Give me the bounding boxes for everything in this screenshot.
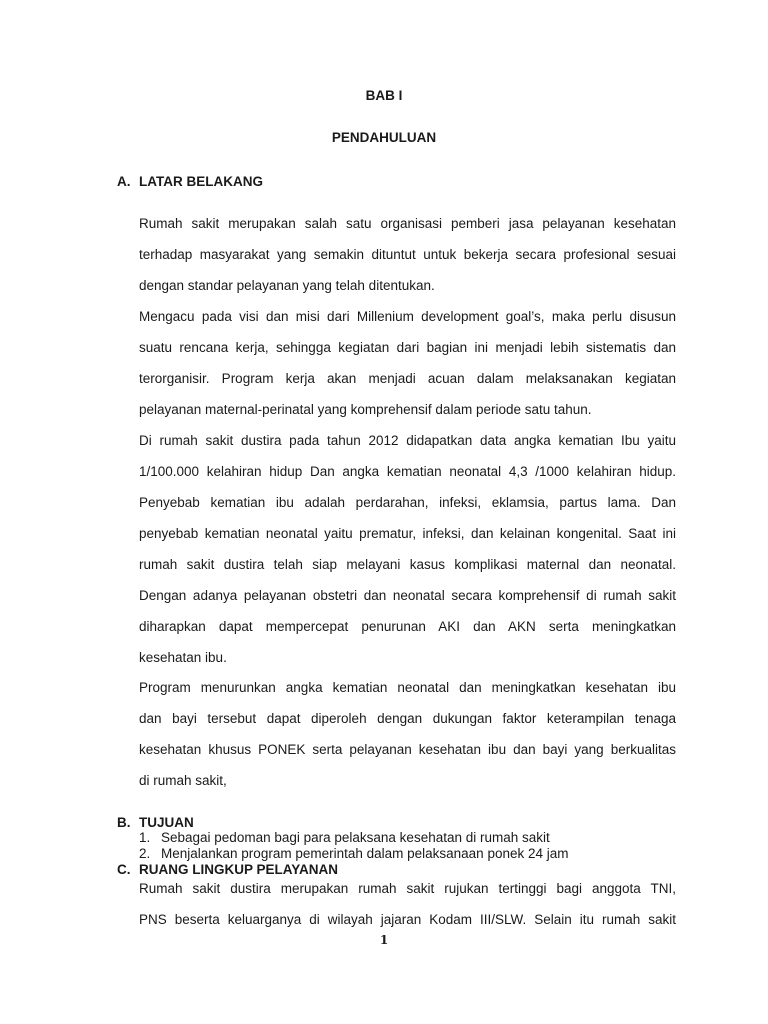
paragraph-line: terorganisir. Program kerja akan menjadi acuan dalam melaksanakan kegiatan xyxy=(139,371,676,386)
paragraph-line: rumah sakit dustira telah siap melayani kasus komplikasi maternal dan neonatal. xyxy=(139,557,676,572)
section-letter: B. xyxy=(117,815,131,830)
paragraph-line: pelayanan maternal-perinatal yang komprehensif dalam periode satu tahun. xyxy=(139,402,592,417)
paragraph-line: terhadap masyarakat yang semakin dituntut untuk bekerja secara profesional sesuai xyxy=(139,247,676,262)
page-number: 1 xyxy=(379,933,389,947)
paragraph-line: Program menurunkan angka kematian neonatal dan meningkatkan kesehatan ibu xyxy=(139,680,676,695)
list-text: Sebagai pedoman bagi para pelaksana kesehatan di rumah sakit xyxy=(161,830,550,845)
paragraph-3 xyxy=(139,425,676,673)
paragraph-5 xyxy=(139,873,676,935)
chapter-title: PENDAHULUAN xyxy=(331,130,437,145)
paragraph-line: di rumah sakit, xyxy=(139,773,227,788)
section-letter: A. xyxy=(117,174,131,189)
paragraph-line: Dengan adanya pelayanan obstetri dan neonatal secara komprehensif di rumah sakit xyxy=(139,588,676,603)
section-title: TUJUAN xyxy=(139,815,194,830)
paragraph-line: dengan standar pelayanan yang telah ditentukan. xyxy=(139,278,435,293)
list-text: Menjalankan program pemerintah dalam pelaksanaan ponek 24 jam xyxy=(161,846,569,861)
paragraph-line: Rumah sakit merupakan salah satu organisasi pemberi jasa pelayanan kesehatan xyxy=(139,216,676,231)
paragraph-line: Rumah sakit dustira merupakan rumah sakit rujukan tertinggi bagi anggota TNI, xyxy=(139,881,676,896)
paragraph-2 xyxy=(139,301,676,425)
paragraph-line: PNS beserta keluarganya di wilayah jajaran Kodam III/SLW. Selain itu rumah sakit xyxy=(139,912,676,927)
paragraph-1 xyxy=(139,208,676,301)
paragraph-line: kesehatan ibu. xyxy=(139,650,227,665)
paragraph-line: Mengacu pada visi dan misi dari Millenium development goal’s, maka perlu disusun xyxy=(139,309,676,324)
paragraph-line: diharapkan dapat mempercepat penurunan AKI dan AKN serta meningkatkan xyxy=(139,619,676,634)
paragraph-4 xyxy=(139,672,676,796)
section-title: RUANG LINGKUP PELAYANAN xyxy=(139,862,339,877)
section-heading-tujuan xyxy=(117,815,194,830)
paragraph-line: Penyebab kematian ibu adalah perdarahan, infeksi, eklamsia, partus lama. Dan xyxy=(139,495,676,510)
paragraph-line: kesehatan khusus PONEK serta pelayanan kesehatan ibu dan bayi yang berkualitas xyxy=(139,742,676,757)
paragraph-line: penyebab kematian neonatal yaitu prematur, infeksi, dan kelainan kongenital. Saat ini xyxy=(139,526,676,541)
list-item xyxy=(139,846,676,862)
list-item xyxy=(139,830,676,846)
paragraph-line: dan bayi tersebut dapat diperoleh dengan dukungan faktor keterampilan tenaga xyxy=(139,711,676,726)
section-letter: C. xyxy=(117,862,131,877)
tujuan-list xyxy=(139,830,676,862)
list-number: 1. xyxy=(139,830,151,845)
paragraph-line: Di rumah sakit dustira pada tahun 2012 didapatkan data angka kematian Ibu yaitu xyxy=(139,433,676,448)
section-heading-latar-belakang xyxy=(117,174,263,189)
paragraph-line: suatu rencana kerja, sehingga kegiatan dari bagian ini menjadi lebih sistematis dan xyxy=(139,340,676,355)
paragraph-line: 1/100.000 kelahiran hidup Dan angka kematian neonatal 4,3 /1000 kelahiran hidup. xyxy=(139,464,676,479)
list-number: 2. xyxy=(139,846,151,861)
section-title: LATAR BELAKANG xyxy=(139,174,263,189)
chapter-number: BAB I xyxy=(365,88,403,103)
